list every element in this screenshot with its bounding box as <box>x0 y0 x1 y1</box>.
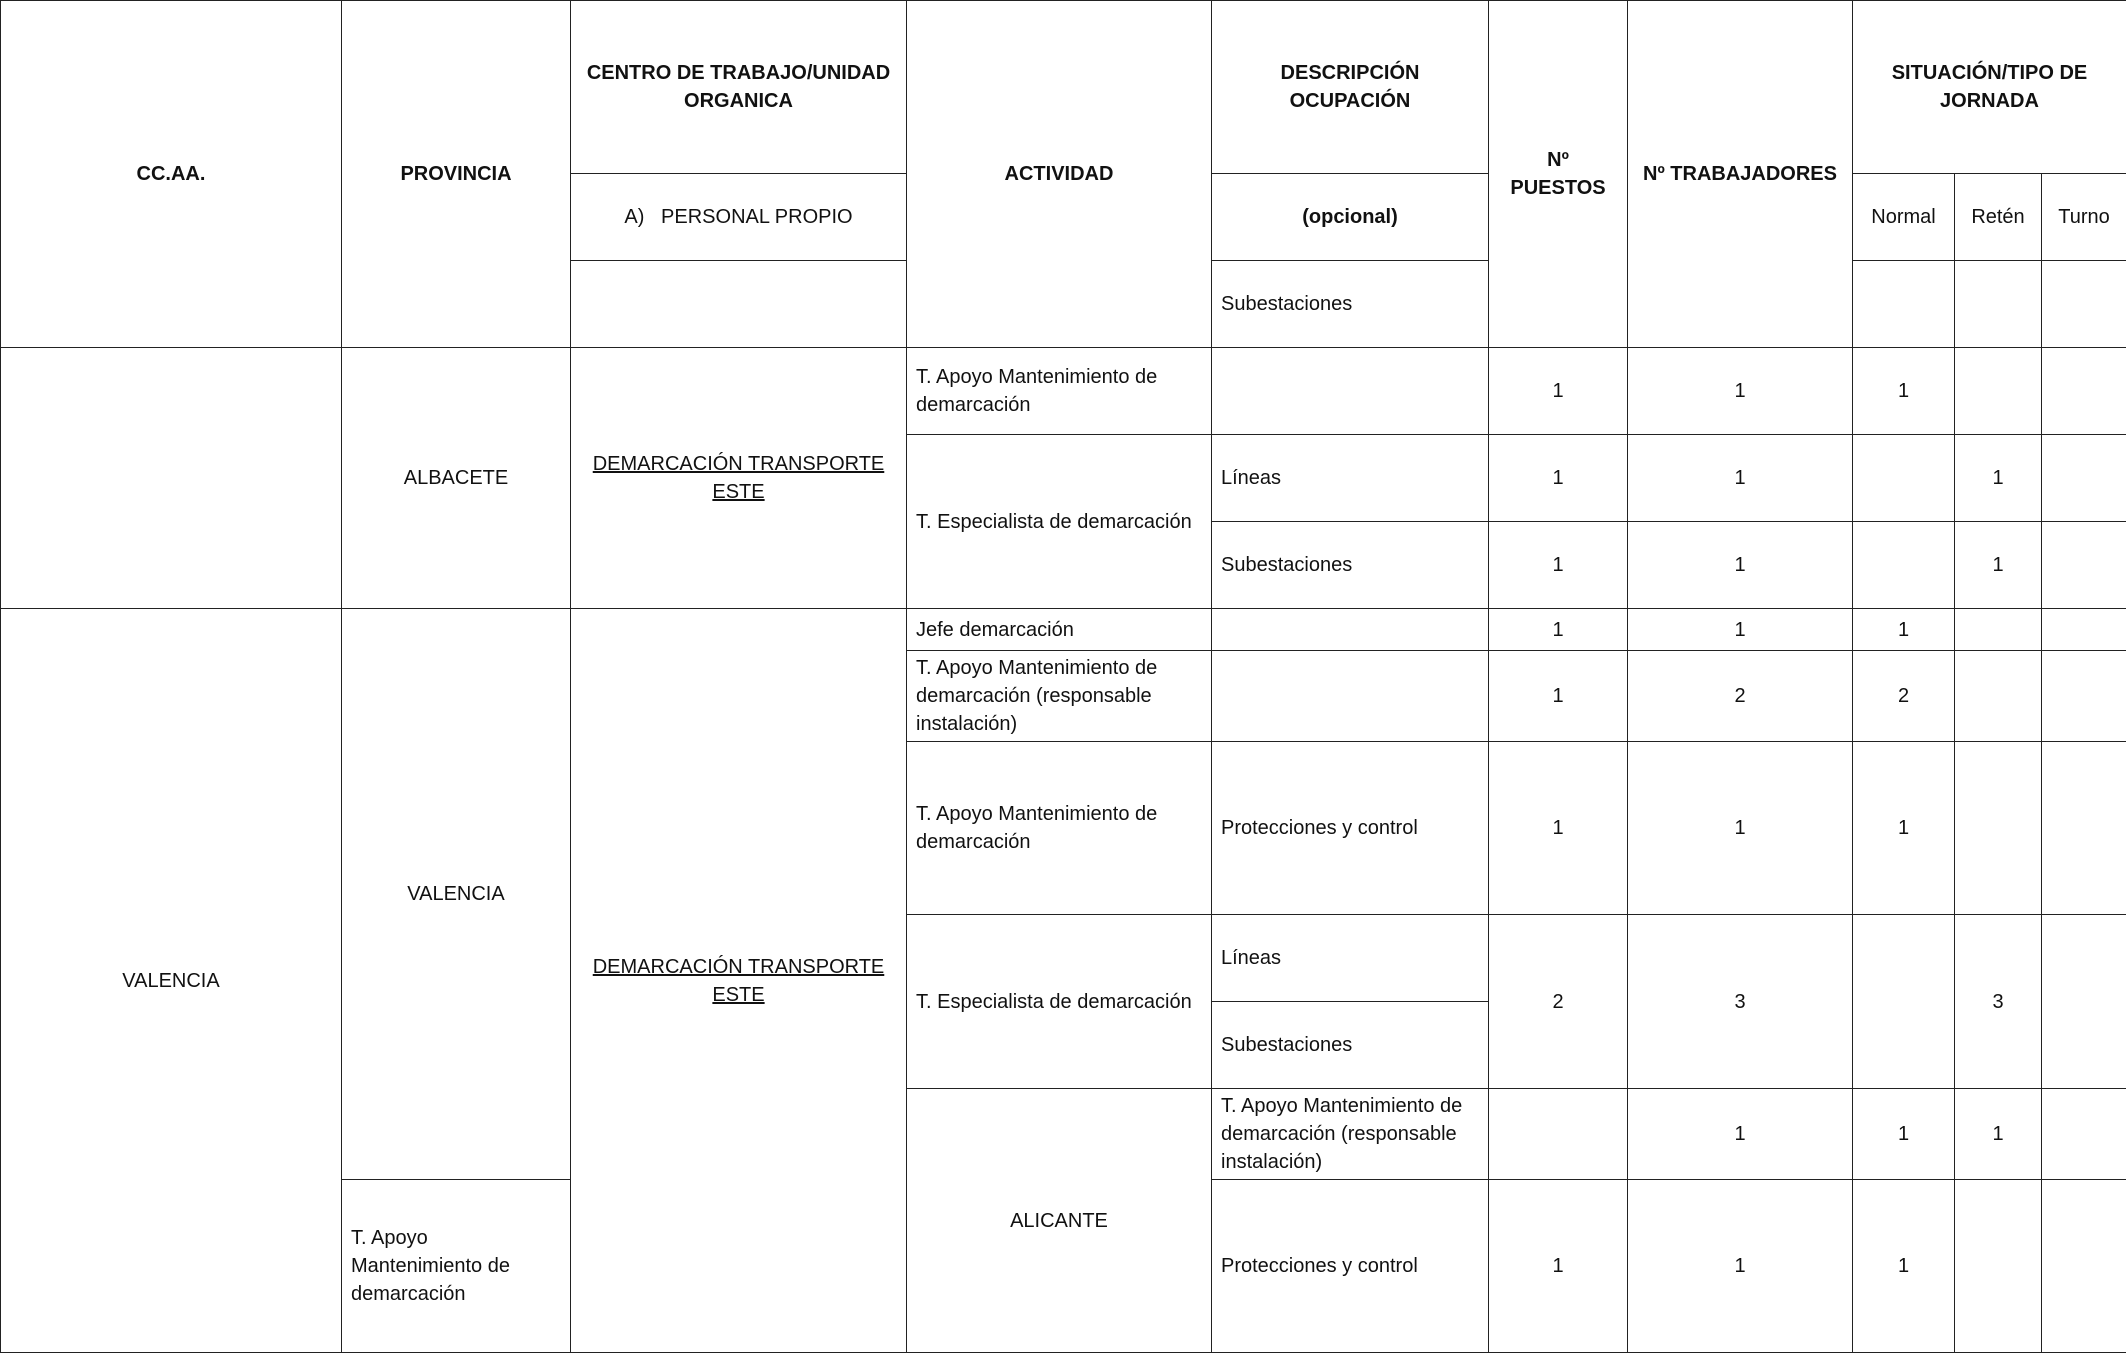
provincia-albacete: ALBACETE <box>342 348 571 609</box>
normal-cell: 1 <box>1955 1089 2042 1180</box>
trabajadores-cell: 1 <box>1628 435 1853 522</box>
turno-cell <box>2042 1180 2126 1353</box>
trabajadores-cell: 1 <box>1628 348 1853 435</box>
descripcion-cell: Líneas <box>1212 435 1489 522</box>
descripcion-cell: Subestaciones <box>1212 522 1489 609</box>
provincia-alicante: ALICANTE <box>907 1089 1212 1353</box>
header-situacion: SITUACIÓN/TIPO DE JORNADA <box>1853 1 2126 174</box>
header-personal-propio: A) PERSONAL PROPIO <box>571 174 907 261</box>
reten-cell <box>2042 1089 2126 1180</box>
trabajadores-cell: 2 <box>1628 651 1853 742</box>
trabajadores-cell: 1 <box>1628 522 1853 609</box>
puestos-cell: 1 <box>1489 435 1628 522</box>
puestos-cell: 1 <box>1489 609 1628 651</box>
descripcion-cell: Protecciones y control <box>1212 742 1489 915</box>
puestos-cell: 1 <box>1489 742 1628 915</box>
descripcion-cell <box>1212 651 1489 742</box>
actividad-cell: T. Apoyo Mantenimiento de demarcación (responsable instalación) <box>907 651 1212 742</box>
turno-cell <box>2042 522 2126 609</box>
header-centro: CENTRO DE TRABAJO/UNIDAD ORGANICA <box>571 1 907 174</box>
puestos-cell: 1 <box>1489 651 1628 742</box>
ccaa-valencia: VALENCIA <box>1 609 342 1353</box>
trabajadores-cell: 1 <box>1628 609 1853 651</box>
normal-cell <box>1853 915 1955 1089</box>
header-reten: Retén <box>1955 174 2042 261</box>
centro-valencia-link: DEMARCACIÓN TRANSPORTE ESTE <box>593 956 885 1006</box>
trabajadores-cell: 1 <box>1628 742 1853 915</box>
turno-cell <box>2042 915 2126 1089</box>
puestos-cell: 1 <box>1489 1180 1628 1353</box>
descripcion-cell <box>1212 609 1489 651</box>
turno-cell <box>2042 435 2126 522</box>
header-normal: Normal <box>1853 174 1955 261</box>
ccaa-blank-cell <box>1 348 342 609</box>
actividad-cell: Jefe demarcación <box>907 609 1212 651</box>
descripcion-cell: Líneas <box>1212 915 1489 1002</box>
header-normal-blank <box>1853 261 1955 348</box>
normal-cell: 1 <box>1853 1180 1955 1353</box>
header-centro-blank <box>571 261 907 348</box>
reten-cell: 3 <box>1955 915 2042 1089</box>
centro-albacete <box>571 348 907 609</box>
trabajadores-cell: 1 <box>1853 1089 1955 1180</box>
trabajadores-cell: 3 <box>1628 915 1853 1089</box>
header-turno: Turno <box>2042 174 2126 261</box>
puestos-cell: 1 <box>1628 1089 1853 1180</box>
turno-cell <box>2042 609 2126 651</box>
actividad-cell: T. Apoyo Mantenimiento de demarcación <box>907 742 1212 915</box>
reten-cell: 1 <box>1955 435 2042 522</box>
normal-cell: 1 <box>1853 609 1955 651</box>
puestos-cell: 2 <box>1489 915 1628 1089</box>
actividad-cell: T. Apoyo Mantenimiento de demarcación <box>907 348 1212 435</box>
header-puestos: Nº PUESTOS <box>1489 1 1628 348</box>
header-turno-blank <box>2042 261 2126 348</box>
turno-cell <box>2042 742 2126 915</box>
trabajadores-cell: 1 <box>1628 1180 1853 1353</box>
header-actividad: ACTIVIDAD <box>907 1 1212 348</box>
header-reten-blank <box>1955 261 2042 348</box>
actividad-cell: T. Especialista de demarcación <box>907 435 1212 609</box>
descripcion-cell: Subestaciones <box>1212 1002 1489 1089</box>
header-opcional: (opcional) <box>1212 174 1489 261</box>
reten-cell <box>1955 1180 2042 1353</box>
header-descripcion: DESCRIPCIÓN OCUPACIÓN <box>1212 1 1489 174</box>
actividad-cell: T. Apoyo Mantenimiento de demarcación (responsable instalación) <box>1212 1089 1489 1180</box>
header-subestaciones: Subestaciones <box>1212 261 1489 348</box>
turno-cell <box>2042 348 2126 435</box>
reten-cell <box>1955 348 2042 435</box>
reten-cell <box>1955 609 2042 651</box>
reten-cell <box>1955 742 2042 915</box>
actividad-cell: T. Apoyo Mantenimiento de demarcación <box>342 1180 571 1353</box>
header-trabajadores: Nº TRABAJADORES <box>1628 1 1853 348</box>
header-provincia: PROVINCIA <box>342 1 571 348</box>
puestos-cell: 1 <box>1489 522 1628 609</box>
normal-cell: 2 <box>1853 651 1955 742</box>
descripcion-cell: Protecciones y control <box>1212 1180 1489 1353</box>
descripcion-cell <box>1212 348 1489 435</box>
centro-valencia <box>571 609 907 1353</box>
reten-cell <box>1955 651 2042 742</box>
header-ccaa: CC.AA. <box>1 1 342 348</box>
actividad-cell: T. Especialista de demarcación <box>907 915 1212 1089</box>
normal-cell: 1 <box>1853 742 1955 915</box>
normal-cell: 1 <box>1853 348 1955 435</box>
normal-cell <box>1853 435 1955 522</box>
centro-albacete-link: DEMARCACIÓN TRANSPORTE ESTE <box>593 453 885 503</box>
descripcion-cell <box>1489 1089 1628 1180</box>
normal-cell <box>1853 522 1955 609</box>
turno-cell <box>2042 651 2126 742</box>
provincia-valencia: VALENCIA <box>342 609 571 1180</box>
puestos-cell: 1 <box>1489 348 1628 435</box>
reten-cell: 1 <box>1955 522 2042 609</box>
